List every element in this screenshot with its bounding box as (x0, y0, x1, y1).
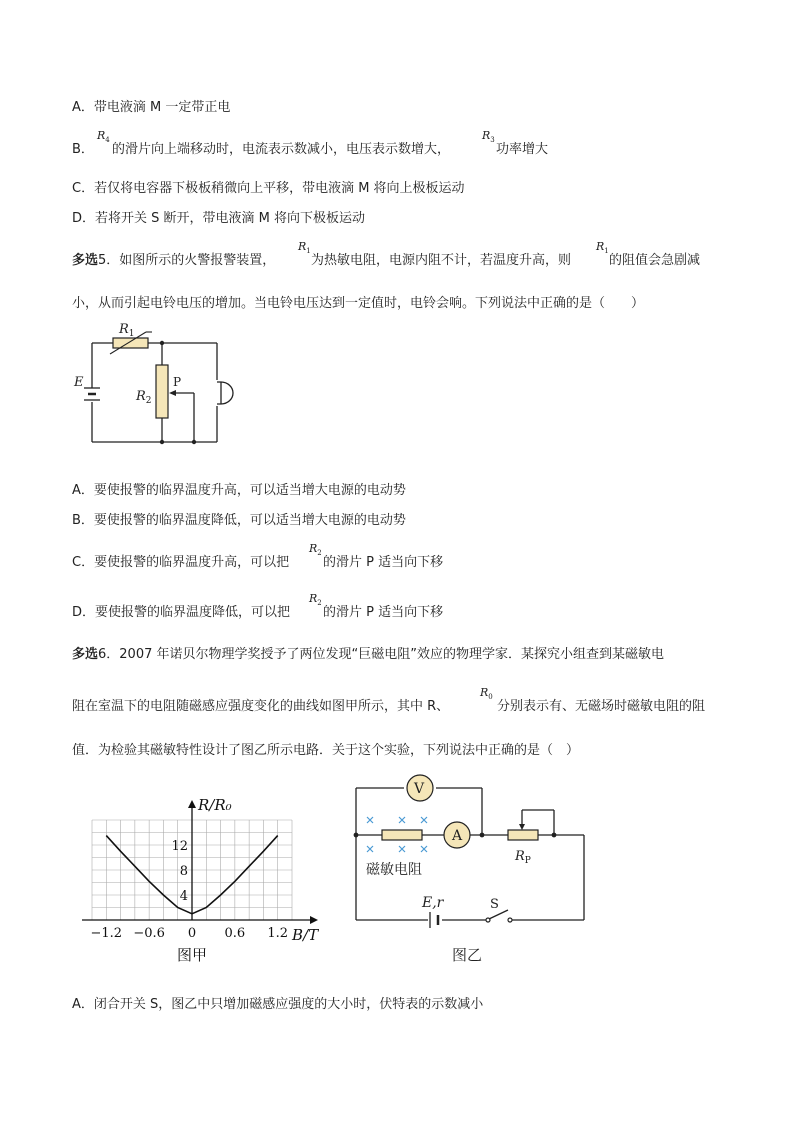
q6-circuit-yi (350, 770, 600, 970)
chart-caption: 图甲 (177, 946, 208, 964)
fig-label-p: P (173, 375, 182, 389)
q5-stem-text-b: 为热敏电阻，电源内阻不计，若温度升高，则 (311, 253, 572, 268)
fig-label-magnetoresistor: 磁敏电阻 (366, 862, 422, 878)
q5-option-d-a: D．要使报警的临界温度降低，可以把 (72, 605, 291, 620)
q4-option-c: C．若仅将电容器下极板稍微向上平移，带电液滴 M 将向上极板运动 (72, 181, 465, 196)
q5-multi-choice-tag: 多选 (72, 253, 99, 268)
q4-option-b-symbol-r4: $R_4$ (97, 129, 110, 145)
chart-y-tick-label: 8 (179, 864, 188, 879)
q5-option-c-b: 的滑片 P 适当向下移 (323, 555, 444, 570)
q4-option-b-symbol-r3: $R_3$ (482, 129, 495, 145)
q5-option-d-symbol-r2: $R_2$ (309, 592, 322, 608)
fig-label-r1: $R_1$ (119, 322, 135, 339)
chart-y-axis-arrow (188, 800, 196, 808)
q4-option-a: A．带电液滴 M 一定带正电 (72, 100, 231, 115)
q5-stem-text-c: 的阻值会急剧减 (609, 253, 701, 268)
q5-stem-line1 (72, 252, 275, 270)
q4-option-b-prefix: B． (72, 142, 94, 157)
fig-label-e: E (74, 375, 84, 390)
q5-stem-line2: 小，从而引起电铃电压的增加。当电铃电压达到一定值时，电铃会响。下列说法中正确的是（ ） (72, 296, 645, 311)
q5-option-d-b: 的滑片 P 适当向下移 (323, 605, 444, 620)
rheostat-r2 (156, 365, 168, 418)
q6-stem-line1 (72, 646, 664, 664)
q4-option-b-suffix: 功率增大 (496, 142, 549, 157)
chart-x-tick-label: 0.6 (224, 926, 246, 941)
q4-option-d: D．若将开关 S 断开，带电液滴 M 将向下极板运动 (72, 211, 366, 226)
fig-label-r2: $R_2$ (136, 389, 152, 406)
q5-option-c-symbol-r2: $R_2$ (309, 542, 322, 558)
q5-fire-alarm-circuit (70, 320, 250, 448)
chart-x-tick-label: 1.2 (267, 926, 289, 941)
q6-chart-jia (78, 790, 338, 970)
magnetoresistor (382, 830, 422, 840)
ammeter-label: A (452, 828, 463, 844)
fig-caption-yi: 图乙 (452, 946, 483, 964)
voltmeter-label: V (414, 781, 425, 797)
chart-x-tick-label: −0.6 (133, 926, 165, 941)
q4-option-b (72, 141, 94, 159)
q6-stem-line2-b: 分别表示有、无磁场时磁敏电阻的阻 (497, 699, 706, 714)
chart-x-tick-label: 0 (187, 926, 197, 941)
chart-y-tick-label: 12 (171, 839, 188, 854)
fig-label-er: E,r (422, 895, 444, 911)
rheostat-rp (508, 830, 538, 840)
q6-stem-line3: 值．为检验其磁敏特性设计了图乙所示电路．关于这个实验，下列说法中正确的是（ ） (72, 743, 580, 758)
q5-symbol-r1-a: $R_1$ (298, 240, 311, 256)
q5-symbol-r1-b: $R_1$ (596, 240, 609, 256)
fig-label-s: S (490, 897, 499, 912)
q6-option-a: A．闭合开关 S，图乙中只增加磁感应强度的大小时，伏特表的示数减小 (72, 997, 484, 1012)
bell-icon (217, 382, 233, 404)
chart-x-tick-label: −1.2 (90, 926, 123, 941)
chart-x-axis-label: B/T (292, 926, 319, 944)
chart-y-tick-label: 4 (179, 889, 188, 904)
q6-symbol-r0: $R_0$ (480, 686, 493, 702)
fig-label-rp: $R_P$ (515, 849, 531, 866)
q6-stem-text: 6．2007 年诺贝尔物理学奖授予了两位发现“巨磁电阻”效应的物理学家．某探究小组查到某磁敏电 (98, 647, 664, 662)
chart-y-axis-label: R/R₀ (198, 796, 232, 814)
q6-multi-choice-tag: 多选 (72, 647, 99, 662)
q4-option-b-text: 的滑片向上端移动时，电流表示数减小，电压表示数增大， (112, 142, 451, 157)
q5-option-a: A．要使报警的临界温度升高，可以适当增大电源的电动势 (72, 483, 406, 498)
chart-x-axis-arrow (310, 916, 318, 924)
q5-stem-text-a: 5．如图所示的火警报警装置， (98, 253, 276, 268)
q5-option-b: B．要使报警的临界温度降低，可以适当增大电源的电动势 (72, 513, 406, 528)
thermistor-r1 (113, 338, 148, 348)
q6-stem-line2-a: 阻在室温下的电阻随磁感应强度变化的曲线如图甲所示，其中 R、 (72, 699, 450, 714)
q5-option-c-a: C．要使报警的临界温度升高，可以把 (72, 555, 290, 570)
